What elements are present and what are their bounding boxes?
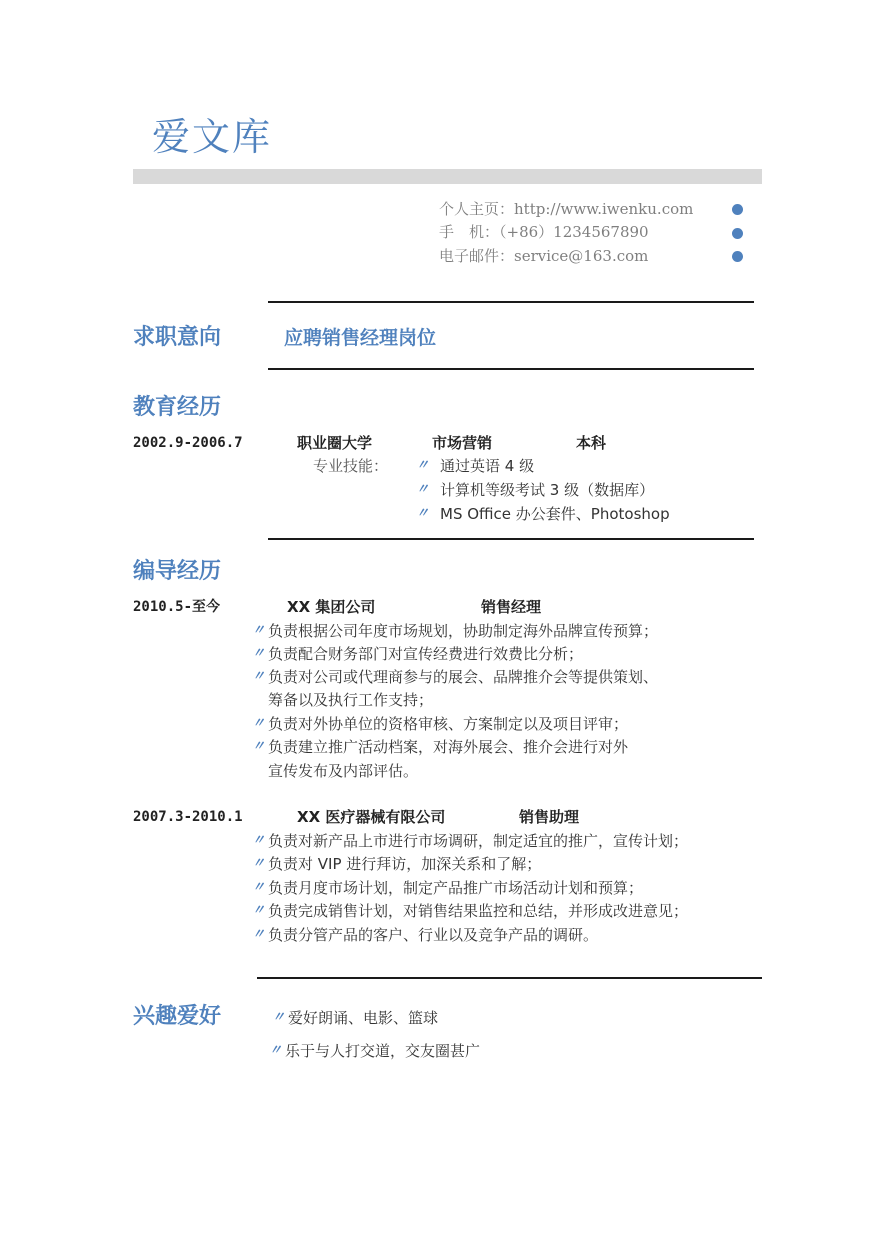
double-slash-bullet-icon: 〃	[252, 739, 266, 754]
duty-item: 负责分管产品的客户、行业以及竞争产品的调研。	[268, 926, 599, 944]
duty-item: 负责对 VIP 进行拜访，加深关系和了解；	[268, 855, 542, 873]
job-company: XX 集团公司	[287, 598, 376, 616]
contact-phone	[439, 222, 649, 242]
double-slash-bullet-icon: 〃	[269, 1043, 283, 1058]
duty-item: 负责完成销售计划，对销售结果监控和总结，并形成改进意见；	[268, 902, 689, 920]
contact-label: 个人主页：	[439, 200, 515, 218]
double-slash-bullet-icon: 〃	[252, 669, 266, 684]
education-school: 职业圈大学	[297, 434, 373, 452]
duty-item: 负责建立推广活动档案，对海外展会、推介会进行对外	[268, 738, 629, 756]
skill-item: MS Office 办公套件、Photoshop	[440, 505, 670, 523]
education-degree: 本科	[576, 434, 607, 452]
duty-item-continued: 筹备以及执行工作支持；	[268, 691, 434, 709]
job-role: 销售助理	[519, 808, 580, 826]
duty-item: 负责对新产品上市进行市场调研，制定适宜的推广，宣传计划；	[268, 832, 689, 850]
skills-label: 专业技能：	[313, 457, 389, 475]
duty-item: 负责配合财务部门对宣传经费进行效费比分析；	[268, 645, 584, 663]
section-rule	[268, 301, 754, 303]
double-slash-bullet-icon: 〃	[252, 927, 266, 942]
contact-label: 手 机：	[439, 223, 500, 241]
blue-dot-icon	[732, 228, 743, 239]
resume-name: 爱文库	[152, 115, 273, 159]
double-slash-bullet-icon: 〃	[252, 833, 266, 848]
blue-dot-icon	[732, 204, 743, 215]
double-slash-bullet-icon: 〃	[416, 506, 430, 521]
job-period: 2007.3-2010.1	[133, 809, 243, 825]
contact-value: http://www.iwenku.com	[514, 200, 694, 218]
education-major: 市场营销	[432, 434, 493, 452]
double-slash-bullet-icon: 〃	[252, 623, 266, 638]
education-period: 2002.9-2006.7	[133, 435, 243, 451]
contact-value: （+86）1234567890	[499, 223, 649, 241]
hobbies-title: 兴趣爱好	[133, 1004, 222, 1029]
double-slash-bullet-icon: 〃	[252, 716, 266, 731]
duty-item: 负责根据公司年度市场规划，协助制定海外品牌宣传预算；	[268, 622, 659, 640]
skill-item: 计算机等级考试 3 级（数据库）	[440, 481, 655, 499]
job-period: 2010.5-至今	[133, 599, 221, 615]
experience-title: 编导经历	[133, 559, 222, 584]
double-slash-bullet-icon: 〃	[416, 458, 430, 473]
contact-label: 电子邮件：	[439, 247, 515, 265]
double-slash-bullet-icon: 〃	[252, 880, 266, 895]
contact-homepage	[439, 199, 693, 219]
duty-item: 负责对外协单位的资格审核、方案制定以及项目评审；	[268, 715, 629, 733]
double-slash-bullet-icon: 〃	[416, 482, 430, 497]
job-role: 销售经理	[481, 598, 542, 616]
double-slash-bullet-icon: 〃	[272, 1010, 286, 1025]
double-slash-bullet-icon: 〃	[252, 646, 266, 661]
blue-dot-icon	[732, 251, 743, 262]
header-divider-bar	[133, 169, 762, 184]
objective-title: 求职意向	[133, 325, 222, 350]
duty-item-continued: 宣传发布及内部评估。	[268, 762, 419, 780]
section-rule	[257, 977, 762, 979]
hobby-item: 乐于与人打交道，交友圈甚广	[285, 1042, 481, 1060]
duty-item: 负责月度市场计划，制定产品推广市场活动计划和预算；	[268, 879, 644, 897]
section-rule	[268, 368, 754, 370]
double-slash-bullet-icon: 〃	[252, 856, 266, 871]
hobby-item: 爱好朗诵、电影、篮球	[288, 1009, 439, 1027]
education-title: 教育经历	[133, 395, 222, 420]
contact-email	[439, 246, 648, 266]
double-slash-bullet-icon: 〃	[252, 903, 266, 918]
duty-item: 负责对公司或代理商参与的展会、品牌推介会等提供策划、	[268, 668, 659, 686]
skill-item: 通过英语 4 级	[440, 457, 535, 475]
job-company: XX 医疗器械有限公司	[297, 808, 446, 826]
section-rule	[268, 538, 754, 540]
contact-value: service@163.com	[514, 247, 649, 265]
objective-value: 应聘销售经理岗位	[284, 327, 437, 349]
